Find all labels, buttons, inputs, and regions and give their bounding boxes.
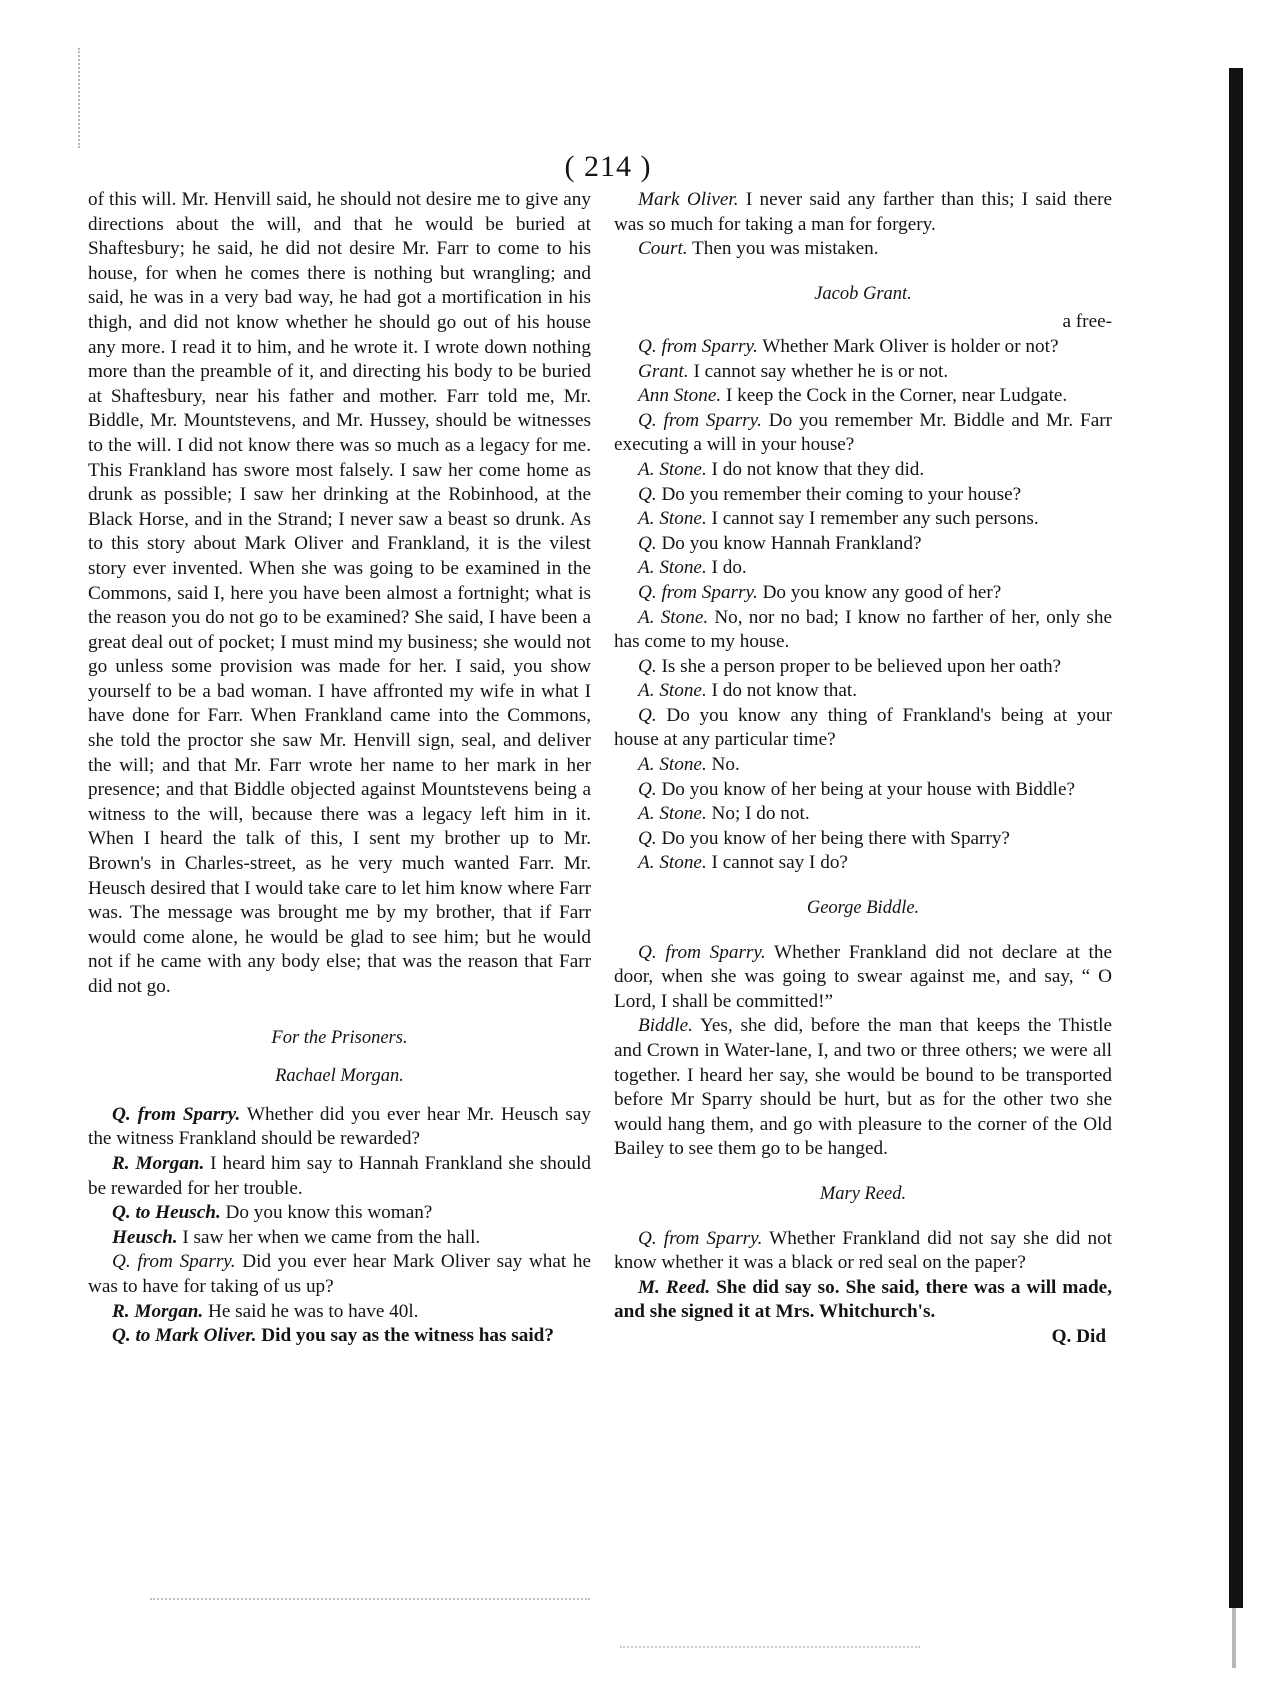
answer-line — [614, 360, 1112, 385]
question-line — [88, 1201, 591, 1226]
scan-edge-tail — [1232, 1608, 1236, 1668]
question-text: Whether Frankland did not declare at the door, when she was going to swear against me, and say, “ O Lord, I shall be committed!” — [614, 941, 1112, 1012]
question-line — [88, 1324, 591, 1349]
question-text: Do you remember Mr. Biddle and Mr. Farr executing a will in your house? — [614, 409, 1112, 456]
question-line — [88, 1103, 591, 1152]
speaker-label: A. Stone. — [638, 852, 707, 874]
answer-line — [614, 458, 1112, 483]
answer-text: She did say so. She said, there was a will made, and she signed it at Mrs. Whitchurch's. — [614, 1276, 1112, 1323]
testimony-paragraph: of this will. Mr. Henvill said, he should not desire me to give any directions about the will, and that he would be buried at Shaftesbury; he said, he did not desire Mr. Farr to come to his house, for when he comes there is nothing but wrangling; and said, he was in a very bad way, he had got a mortification in his thigh, and did not know whether he should go out of his house any more. I read it to him, and he wrote it. I wrote down nothing more than the preamble of it, and directing his body to be buried at Shaftesbury, near his father and mother. Farr told me, Mr. Biddle, Mr. Mountstevens, and Mr. Hussey, should be witnesses to the will. I did not know there was so much as a legacy for me. This Frankland has swore most falsely. I saw her come home as drunk as possible; I saw her drinking at the Robinhood, at the Black Horse, and in the Strand; I never saw a beast so drunk. As to this story about Mark Oliver and Frankland, it is the vilest story ever invented. When she was going to be examined in the Commons, said I, here you have been almost a fortnight; what is the reason you do not go to be examined? She said, I have been a great deal out of pocket; I must mind my business; she would not go unless some provision was made for her. I said, you show yourself to be a bad woman. I have affronted my wife in what I have done for Farr. When Frankland came into the Commons, she told the proctor she saw Mr. Henvill sign, seal, and deliver the will; and that Mr. Farr wrote her name to her mark in her presence; and that Biddle objected against Mountstevens being a witness to the will, because there was a legacy left him in it. When I heard the talk of this, I sent my brother up to Mr. Brown's in Charles-street, as he very much wanted Farr. Mr. Heusch desired that I would take care to let him know where Farr was. The message was brought me by my brother, that if Farr would come alone, he would be glad to see him; but he would not if he came with any body else; that was the reason that Farr did not go. — [88, 189, 591, 997]
speaker-label: A. Stone. — [638, 606, 709, 628]
question-text: Whether Mark Oliver is holder or not? — [757, 335, 1059, 357]
answer-line — [614, 802, 1112, 827]
speaker-label: Q. from Sparry. — [638, 409, 762, 431]
question-text: Do you know any good of her? — [757, 581, 1002, 603]
answer-text: I cannot say whether he is or not. — [688, 360, 949, 382]
speaker-label: Q. from Sparry. — [112, 1251, 236, 1273]
speaker-label: M. Reed. — [638, 1276, 711, 1298]
question-line — [614, 655, 1112, 680]
speaker-label: Q. — [638, 778, 657, 800]
witness-heading: Rachael Morgan. — [275, 1066, 404, 1087]
speaker-label: A. Stone. — [638, 557, 707, 579]
speaker-label: R. Morgan. — [112, 1152, 205, 1174]
marginal-fragment: a free- — [1062, 311, 1112, 333]
speaker-label: Heusch. — [112, 1226, 178, 1248]
answer-text: No; I do not. — [706, 803, 810, 825]
speaker-label: A. Stone. — [638, 754, 707, 776]
witness-heading: Mary Reed. — [819, 1183, 907, 1204]
answer-line — [614, 556, 1112, 581]
question-line — [88, 1250, 591, 1299]
catchword: Q. Did — [1051, 1325, 1106, 1347]
speaker-label: Q. from Sparry. — [638, 581, 758, 603]
speaker-label: Mark Oliver. — [638, 189, 739, 210]
answer-text: I saw her when we came from the hall. — [177, 1226, 481, 1248]
testimony-line — [614, 384, 1112, 409]
answer-text: No. — [706, 754, 740, 776]
scan-footer-noise — [150, 1598, 590, 1602]
scan-edge-shadow — [1229, 68, 1243, 1608]
question-text: Whether did you ever hear Mr. Heusch say the witness Frankland should be rewarded? — [88, 1103, 591, 1150]
question-text: Do you know any thing of Frankland's being at your house at any particular time? — [614, 704, 1112, 751]
section-heading: For the Prisoners. — [271, 1027, 408, 1048]
question-line — [614, 704, 1112, 753]
speaker-label: A. Stone. — [638, 508, 707, 530]
question-line — [614, 335, 1112, 360]
question-text: Do you know this woman? — [220, 1202, 433, 1224]
speaker-label: Q. from Sparry. — [638, 941, 766, 963]
speaker-label: Q. — [638, 483, 657, 505]
answer-line — [614, 1276, 1112, 1325]
question-text: Did you say as the witness has said? — [256, 1325, 554, 1347]
answer-line — [614, 753, 1112, 778]
speaker-label: Q. to Mark Oliver. — [112, 1325, 257, 1347]
speaker-label: Q. from Sparry. — [112, 1103, 241, 1125]
question-line — [614, 483, 1112, 508]
left-column — [88, 188, 591, 1349]
answer-text: Yes, she did, before the man that keeps the Thistle and Crown in Water-lane, I, and two or three others; we were all together. I heard her say, she would be bound to be transported before Mr Sparry should be hurt, but as for the other two she would hang them, and go with pleasure to the corner of the Old Bailey to see them go to be hanged. — [614, 1015, 1112, 1160]
answer-line — [614, 507, 1112, 532]
witness-heading: Jacob Grant. — [814, 283, 912, 304]
speaker-label: Q. — [638, 532, 657, 554]
question-line — [614, 532, 1112, 557]
answer-line — [88, 1152, 591, 1201]
speaker-label: Q. — [638, 704, 657, 726]
answer-line — [88, 1300, 591, 1325]
question-line — [614, 778, 1112, 803]
speaker-label: Q. — [638, 827, 657, 849]
page-number: ( 214 ) — [564, 150, 652, 183]
testimony-text: I never said any farther than this; I said there was so much for taking a man for forgery. — [614, 189, 1112, 235]
testimony-text: I keep the Cock in the Corner, near Ludgate. — [721, 385, 1068, 407]
answer-text: I cannot say I do? — [706, 852, 848, 874]
answer-text: I do not know that. — [706, 680, 858, 702]
question-text: Is she a person proper to be believed upon her oath? — [656, 655, 1062, 677]
answer-text: I heard him say to Hannah Frankland she should be rewarded for her trouble. — [88, 1152, 591, 1199]
answer-text: I do not know that they did. — [706, 458, 925, 480]
question-line — [614, 1227, 1112, 1276]
testimony-line — [614, 188, 1112, 237]
speaker-label: Ann Stone. — [638, 385, 722, 407]
speaker-label: Biddle. — [638, 1015, 693, 1037]
speaker-label: Q. — [638, 655, 657, 677]
question-text: Do you know of her being at your house with Biddle? — [656, 778, 1075, 800]
answer-line — [614, 1014, 1112, 1162]
question-line — [614, 941, 1112, 1015]
answer-text: No, nor no bad; I know no farther of her, only she has come to my house. — [614, 606, 1112, 653]
scan-footer-noise — [620, 1646, 920, 1650]
speaker-label: A. Stone. — [638, 803, 707, 825]
question-text: Whether Frankland did not say she did not know whether it was a black or red seal on the paper? — [614, 1227, 1112, 1274]
speaker-label: A. Stone. — [638, 458, 707, 480]
answer-line — [614, 679, 1112, 704]
speaker-label: Q. from Sparry. — [638, 335, 758, 357]
witness-heading: George Biddle. — [806, 898, 920, 919]
right-column — [614, 188, 1112, 1350]
speaker-label: Q. to Heusch. — [112, 1202, 221, 1224]
answer-line — [614, 851, 1112, 876]
question-line — [614, 409, 1112, 458]
question-line — [614, 827, 1112, 852]
scan-speckle — [78, 48, 92, 148]
question-line — [614, 581, 1112, 606]
question-text: Do you remember their coming to your house? — [656, 483, 1022, 505]
answer-text: He said he was to have 40l. — [203, 1300, 419, 1322]
court-line — [614, 237, 1112, 262]
court-text: Then you was mistaken. — [687, 238, 879, 260]
answer-text: I cannot say I remember any such persons. — [706, 508, 1039, 530]
speaker-label: Q. from Sparry. — [638, 1227, 763, 1249]
answer-line — [88, 1226, 591, 1251]
speaker-label: Grant. — [638, 360, 689, 382]
question-text: Do you know Hannah Frankland? — [656, 532, 922, 554]
speaker-label: Court. — [638, 238, 688, 260]
answer-text: I do. — [706, 557, 747, 579]
question-text: Did you ever hear Mark Oliver say what he was to have for taking of us up? — [88, 1251, 591, 1297]
speaker-label: R. Morgan. — [112, 1300, 204, 1322]
question-text: Do you know of her being there with Sparry? — [656, 827, 1010, 849]
answer-line — [614, 606, 1112, 655]
speaker-label: A. Stone. — [638, 680, 707, 702]
